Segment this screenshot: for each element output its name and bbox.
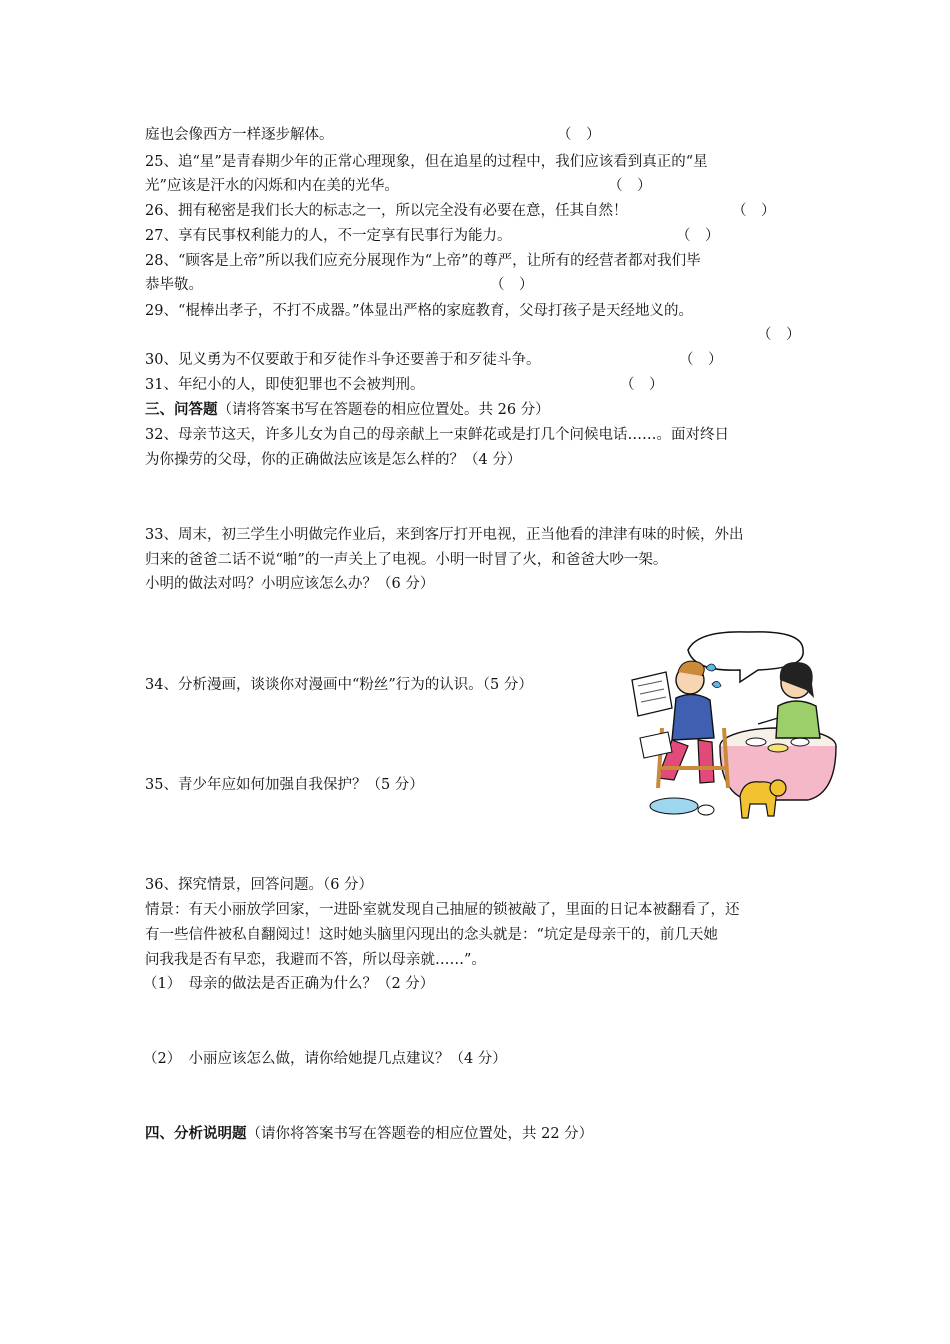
- question-36-part2: （2） 小丽应该怎么做，请你给她提几点建议？（4 分）: [143, 1051, 507, 1067]
- answer-paren-31: （ ）: [620, 377, 664, 393]
- answer-paren-27: （ ）: [676, 228, 720, 244]
- question-36-scene-line2: 有一些信件被私自翻阅过！这时她头脑里闪现出的念头就是：“坑定是母亲干的，前几天她: [145, 927, 718, 943]
- dish: [768, 744, 788, 752]
- answer-paren-24: （ ）: [557, 127, 601, 143]
- answer-paren-29: （ ）: [757, 327, 801, 343]
- line-27: 27、享有民事权利能力的人，不一定享有民事行为能力。: [145, 228, 512, 244]
- question-32-line1: 32、母亲节这天，许多儿女为自己的母亲献上一束鲜花或是打几个问候电话……。面对终日: [145, 427, 729, 443]
- question-33-line1: 33、周末，初三学生小明做完作业后，来到客厅打开电视，正当他看的津津有味的时候，外出: [145, 527, 744, 543]
- section-4-heading: [145, 1124, 593, 1144]
- line-30: 30、见义勇为不仅要敢于和歹徒作斗争还要善于和歹徒斗争。: [145, 352, 541, 368]
- line-28a: 28、“顾客是上帝”所以我们应充分展现作为“上帝”的尊严，让所有的经营者都对我们毕: [145, 253, 701, 269]
- question-33-line2: 归来的爸爸二话不说“啪”的一声关上了电视。小明一时冒了火，和爸爸大吵一架。: [145, 552, 668, 568]
- dish: [791, 738, 809, 746]
- dog-head: [770, 780, 786, 796]
- line-26: 26、拥有秘密是我们长大的标志之一，所以完全没有必要在意，任其自然！: [145, 203, 628, 219]
- mother-body: [776, 701, 820, 738]
- question-36-part1: （1） 母亲的做法是否正确为什么？（2 分）: [143, 976, 435, 992]
- section-3-heading: [145, 400, 550, 420]
- section-3-title: 三、问答题: [145, 401, 218, 418]
- section-3-note: （请将答案书写在答题卷的相应位置处。共 26 分）: [217, 402, 550, 418]
- line-25a: 25、追“星”是青春期少年的正常心理现象，但在追星的过程中，我们应该看到真正的“星: [145, 154, 708, 170]
- question-36: 36、探究情景，回答问题。（6 分）: [145, 877, 374, 893]
- spill: [650, 798, 698, 814]
- question-34: 34、分析漫画，谈谈你对漫画中“粉丝”行为的认识。（5 分）: [145, 677, 533, 693]
- line-28b: 恭毕敬。: [145, 277, 203, 293]
- answer-paren-26: （ ）: [732, 203, 776, 219]
- question-33-line3: 小明的做法对吗？小明应该怎么办？（6 分）: [145, 576, 435, 592]
- line-31: 31、年纪小的人，即使犯罪也不会被判刑。: [145, 377, 425, 393]
- answer-paren-28: （ ）: [490, 277, 534, 293]
- chopsticks: [758, 718, 778, 724]
- line-24b: 庭也会像西方一样逐步解体。: [145, 127, 334, 143]
- question-35: 35、青少年应如何加强自我保护？（5 分）: [145, 777, 424, 793]
- question-36-scene-line3: 问我我是否有早恋，我避而不答，所以母亲就……”。: [145, 952, 486, 968]
- answer-paren-25: （ ）: [608, 178, 652, 194]
- bowl: [698, 805, 714, 815]
- section-4-title: 四、分析说明题: [145, 1125, 247, 1142]
- dish: [746, 738, 766, 746]
- question-36-scene-line1: 情景：有天小丽放学回家，一进卧室就发现自己抽屉的锁被敲了，里面的日记本被翻看了，还: [145, 902, 740, 918]
- line-25b: 光”应该是汗水的闪烁和内在美的光华。: [145, 178, 399, 194]
- question-32-line2: 为你操劳的父母，你的正确做法应该是怎么样的？（4 分）: [145, 452, 522, 468]
- section-4-note: （请你将答案书写在答题卷的相应位置处，共 22 分）: [246, 1126, 594, 1142]
- answer-paren-30: （ ）: [679, 352, 723, 368]
- newspaper: [632, 672, 672, 716]
- fan-leg: [698, 740, 714, 783]
- fan-cartoon-image: [628, 628, 846, 828]
- fan-body: [672, 694, 714, 740]
- line-29: 29、“棍棒出孝子，不打不成器。”体显出严格的家庭教育，父母打孩子是天经地义的。: [145, 303, 694, 319]
